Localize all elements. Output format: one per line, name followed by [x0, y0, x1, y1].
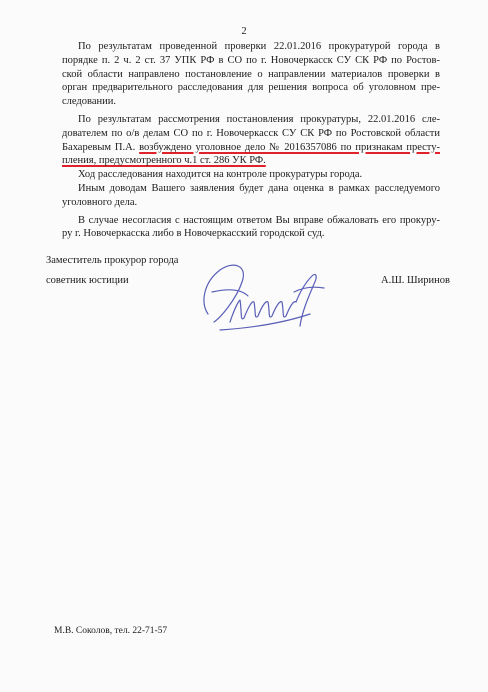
paragraph-1-line-1: По результатам проведенной проверки 22.01.2016 прокуратурой города в — [78, 41, 440, 52]
criminal-case-highlight: возбуждено уголовное дело № 2016357086 по признакам престу- — [139, 141, 440, 153]
paragraph-2-line-4 — [62, 154, 440, 168]
handwritten-signature — [190, 252, 340, 337]
investigator-name: Бахаревым П.А. — [62, 141, 136, 153]
paragraph-4-line-2: уголовного дела. — [62, 196, 138, 208]
paragraph-3: Ход расследования находится на контроле прокуратуры города. — [78, 169, 363, 181]
paragraph-1-line-4: орган предварительного расследования для решения вопроса об уголовном пре- — [62, 82, 440, 94]
paragraph-2-line-3 — [62, 141, 440, 155]
signatory-name: А.Ш. Ширинов — [381, 275, 450, 286]
signatory-position: Заместитель прокурор города — [46, 255, 179, 266]
paragraph-4-line-1: Иным доводам Вашего заявления будет дана оценка в рамках расследуемого — [78, 182, 440, 194]
signatory-rank: советник юстиции — [46, 275, 129, 286]
letter-body — [62, 40, 440, 241]
paragraph-1-line-5: следовании. — [62, 96, 116, 108]
paragraph-5-line-2: ру г. Новочеркасска либо в Новочеркасский городской суд. — [62, 228, 325, 240]
article-highlight: пления, предусмотренного ч.1 ст. 286 УК РФ. — [62, 155, 266, 167]
paragraph-2-line-1: По результатам рассмотрения постановления прокуратуры, 22.01.2016 сле- — [78, 113, 440, 125]
page-number: 2 — [241, 26, 247, 37]
paragraph-1-line-2: порядке п. 2 ч. 2 ст. 37 УПК РФ в СО по г. Новочеркасск СУ СК РФ по Ростов- — [62, 54, 440, 66]
paragraph-2-line-2: дователем по о/в делам СО по г. Новочеркасск СУ СК РФ по Ростовской области — [62, 127, 440, 139]
paragraph-5-line-1: В случае несогласия с настоящим ответом Вы вправе обжаловать его прокуру- — [78, 214, 440, 226]
executor-contact: М.В. Соколов, тел. 22-71-57 — [54, 626, 168, 636]
paragraph-1-line-3: ской области направлено постановление о направлении материалов проверки в — [62, 68, 440, 80]
